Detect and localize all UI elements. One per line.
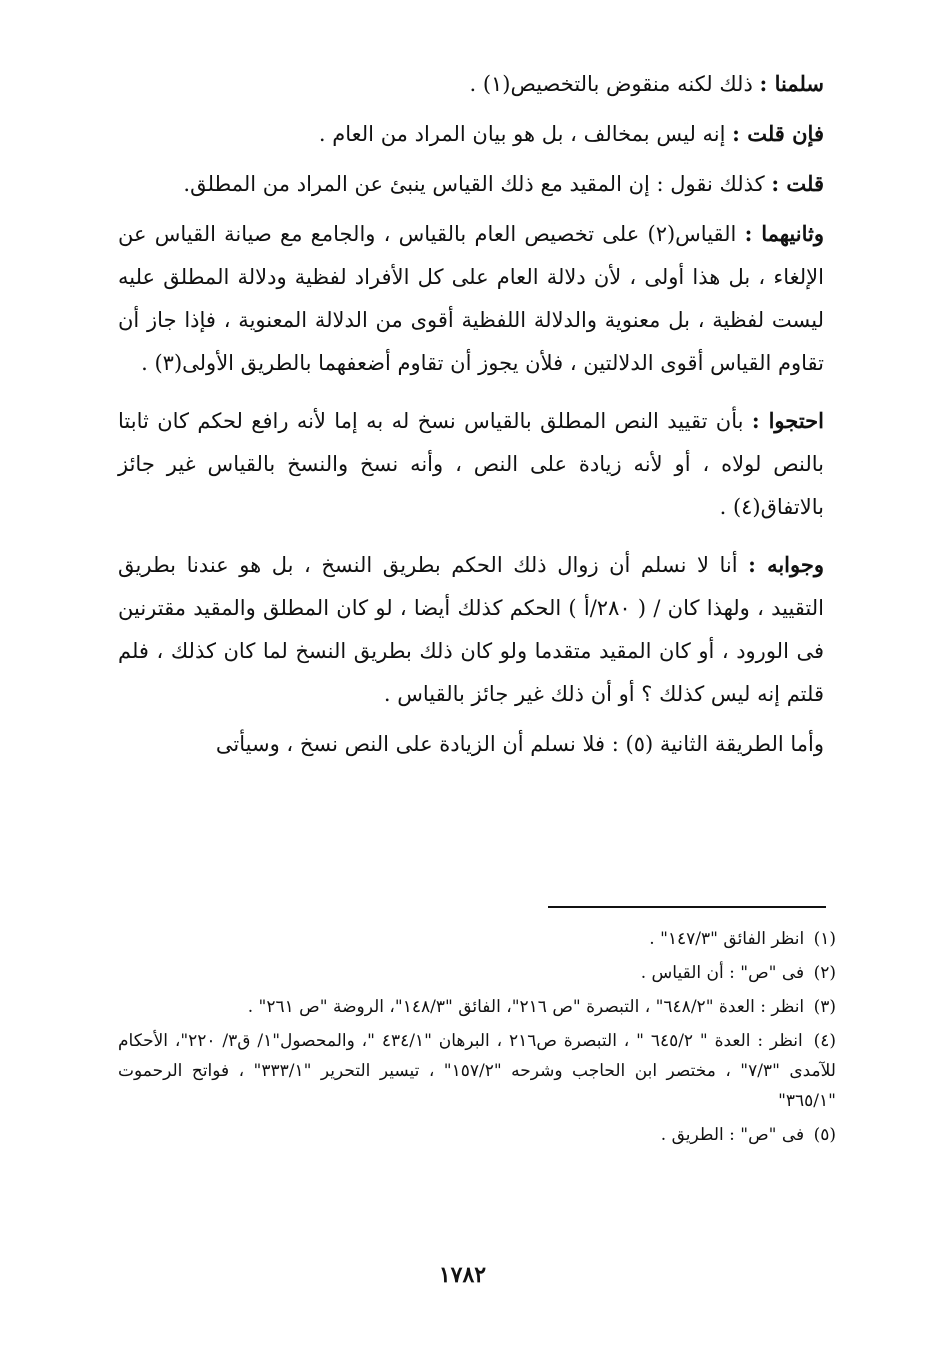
paragraph	[118, 62, 824, 106]
paragraph-text: ذلك لكنه منقوض بالتخصيص(١) .	[469, 72, 760, 96]
footnote-separator	[548, 906, 826, 908]
footnote-number: (٣)	[813, 997, 836, 1017]
paragraph-text: وأما الطريقة الثانية (٥) : فلا نسلم أن الزيادة على النص نسخ ، وسيأتى	[215, 732, 824, 756]
footnotes	[118, 924, 836, 1154]
paragraph-text: أنا لا نسلم أن زوال ذلك الحكم بطريق النسخ ، بل هو عندنا بطريق التقييد ، ولهذا كان / ( ٢٨٠/أ ) الحكم كذلك أيضا ، لو كان المطلق والمقيد مقترنين فى الورود ، أو كان المقيد متقدما ولو كان ذلك بطريق النسخ لما كان كذلك ، فلم قلتم إنه ليس كذلك ؟ أو أن ذلك غير جائز بالقياس .	[118, 553, 824, 706]
paragraph	[118, 722, 824, 766]
paragraph-keyword: وجوابه :	[748, 552, 824, 577]
paragraph-text: القياس(٢) على تخصيص العام بالقياس ، والجامع مع صيانة القياس عن الإلغاء ، بل هذا أولى ، لأن دلالة العام على كل الأفراد لفظية ودلالة المطلق عليه ليست لفظية ، بل معنوية والدلالة اللفظية أقوى من الدلالة المعنوية ، فإذا جاز أن تقاوم القياس أقوى الدلالتين ، فلأن يجوز أن تقاوم أضعفهما بالطريق الأولى(٣) .	[118, 222, 824, 375]
paragraph-keyword: فإن قلت :	[732, 121, 824, 146]
footnote-number: (٤)	[813, 1031, 836, 1051]
page-number: ١٧٨٢	[438, 1262, 487, 1288]
footnote-text: انظر : العدة " ٦٤٥/٢ " ، التبصرة ص٢١٦ ، البرهان "٤٣٤/١ "، والمحصول"١/ ق٣/ ٢٢٠"، الأحكام للآمدى "٧/٣" ، مختصر ابن الحاجب وشرحه "١٥٧/٢" ، تيسير التحرير "٣٣٣/١" ، فواتح الرحموت "٣٦٥/١"	[118, 1031, 836, 1111]
footnote-number: (٢)	[813, 963, 836, 983]
paragraph-keyword: سلمنا :	[759, 71, 824, 96]
paragraph	[118, 112, 824, 156]
footnote-text: انظر الفائق "١٤٧/٣" .	[649, 929, 805, 949]
paragraph-text: إنه ليس بمخالف ، بل هو بيان المراد من العام .	[318, 122, 733, 146]
footnote	[118, 958, 836, 988]
footnote	[118, 1120, 836, 1150]
paragraph	[118, 399, 824, 529]
footnote-text: فى "ص" : أن القياس .	[640, 963, 805, 983]
paragraph-keyword: احتجوا :	[751, 408, 824, 433]
footnote-number: (١)	[813, 929, 836, 949]
paragraph-text: كذلك نقول : إن المقيد مع ذلك القياس ينبئ عن المراد من المطلق.	[183, 172, 772, 196]
paragraph	[118, 543, 824, 716]
main-text	[118, 62, 824, 766]
paragraph-keyword: قلت :	[771, 171, 824, 196]
footnote	[118, 992, 836, 1022]
footnote-number: (٥)	[813, 1125, 836, 1145]
footnote-text: فى "ص" : الطريق .	[660, 1125, 805, 1145]
paragraph	[118, 212, 824, 385]
footnote-text: انظر : العدة "٦٤٨/٢" ، التبصرة "ص ٢١٦"، الفائق "١٤٨/٣"، الروضة "ص ٢٦١" .	[247, 997, 805, 1017]
paragraph-text: بأن تقييد النص المطلق بالقياس نسخ له به إما لأنه رافع لحكم كان ثابتا بالنص لولاه ، أو لأنه زيادة على النص ، وأنه نسخ والنسخ بالقياس غير جائز بالاتفاق(٤) .	[118, 409, 824, 519]
footnote	[118, 924, 836, 954]
footnote	[118, 1026, 836, 1116]
paragraph	[118, 162, 824, 206]
paragraph-keyword: وثانيهما :	[744, 221, 824, 246]
